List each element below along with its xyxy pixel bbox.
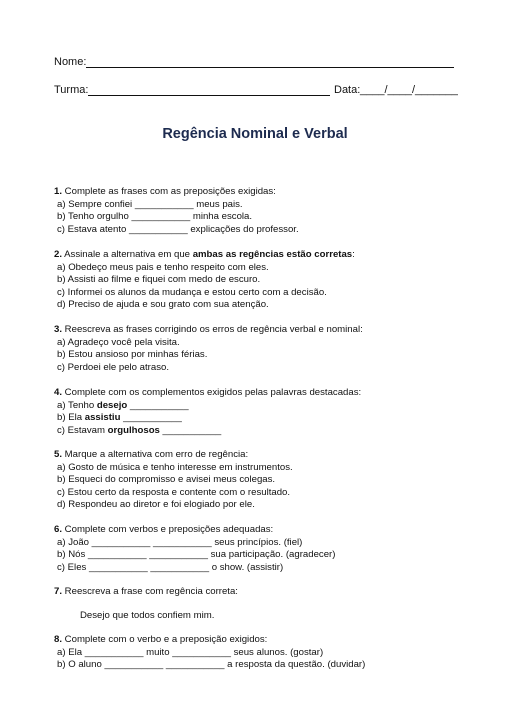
question-3-item-c: c) Perdoei ele pelo atraso. bbox=[57, 361, 169, 373]
question-7-sentence: Desejo que todos confiem mim. bbox=[80, 610, 215, 621]
page-title: Regência Nominal e Verbal bbox=[162, 126, 348, 142]
question-6-item-a: a) João ___________ ___________ seus princípios. (fiel) bbox=[57, 536, 303, 548]
turma-field-line[interactable] bbox=[88, 95, 330, 96]
question-5-option-d[interactable]: d) Respondeu ao diretor e foi elogiado por ele. bbox=[57, 499, 255, 511]
nome-field-line[interactable] bbox=[86, 67, 454, 68]
question-4-item-b: b) Ela assistiu ___________ bbox=[57, 412, 182, 424]
question-4 bbox=[54, 387, 361, 437]
question-2-prompt: 2. Assinale a alternativa em que ambas as regências estão corretas: bbox=[54, 249, 355, 260]
question-4-item-a: a) Tenho desejo ___________ bbox=[57, 399, 189, 411]
question-1 bbox=[54, 186, 299, 236]
question-1-item-a: a) Sempre confiei ___________ meus pais. bbox=[57, 198, 243, 210]
question-5-option-b[interactable]: b) Esqueci do compromisso e avisei meus colegas. bbox=[57, 474, 276, 486]
question-6-prompt: 6. Complete com verbos e preposições adequadas: bbox=[54, 524, 274, 535]
turma-label: Turma: bbox=[54, 84, 89, 96]
question-2-option-a[interactable]: a) Obedeço meus pais e tenho respeito com eles. bbox=[57, 261, 269, 273]
question-2 bbox=[54, 249, 355, 312]
question-4-prompt: 4. Complete com os complementos exigidos pelas palavras destacadas: bbox=[54, 387, 362, 398]
question-3 bbox=[54, 324, 363, 374]
question-2-option-b[interactable]: b) Assisti ao filme e fiquei com medo de escuro. bbox=[57, 274, 261, 286]
question-1-item-c: c) Estava atento ___________ explicações do professor. bbox=[57, 223, 299, 235]
question-3-item-a: a) Agradeço você pela visita. bbox=[57, 336, 180, 348]
question-1-item-b: b) Tenho orgulho ___________ minha escola. bbox=[57, 211, 253, 223]
question-5-option-a[interactable]: a) Gosto de música e tenho interesse em instrumentos. bbox=[57, 461, 293, 473]
question-6-item-b: b) Nós ___________ ___________ sua participação. (agradecer) bbox=[57, 549, 336, 561]
question-7-prompt: 7. Reescreva a frase com regência correta: bbox=[54, 586, 238, 597]
question-7 bbox=[54, 586, 238, 599]
question-2-option-c[interactable]: c) Informei os alunos da mudança e estou certo com a decisão. bbox=[57, 286, 327, 298]
question-3-prompt: 3. Reescreva as frases corrigindo os erros de regência verbal e nominal: bbox=[54, 324, 363, 335]
question-6 bbox=[54, 524, 335, 574]
question-8 bbox=[54, 634, 365, 672]
question-5-prompt: 5. Marque a alternativa com erro de regência: bbox=[54, 449, 249, 460]
question-8-item-a: a) Ela ___________ muito ___________ seus alunos. (gostar) bbox=[57, 646, 324, 658]
question-6-item-c: c) Eles ___________ ___________ o show. (assistir) bbox=[57, 561, 284, 573]
data-label: Data: bbox=[334, 84, 361, 96]
date-field-slots[interactable]: ____/____/_______ bbox=[360, 84, 458, 96]
question-8-prompt: 8. Complete com o verbo e a preposição exigidos: bbox=[54, 634, 268, 645]
question-1-prompt: 1. Complete as frases com as preposições exigidas: bbox=[54, 186, 276, 197]
question-3-item-b: b) Estou ansioso por minhas férias. bbox=[57, 349, 208, 361]
question-4-item-c: c) Estavam orgulhosos ___________ bbox=[57, 424, 222, 436]
nome-label: Nome: bbox=[54, 56, 87, 68]
question-8-item-b: b) O aluno ___________ ___________ a resposta da questão. (duvidar) bbox=[57, 659, 366, 671]
question-2-option-d[interactable]: d) Preciso de ajuda e sou grato com sua atenção. bbox=[57, 299, 269, 311]
question-5-option-c[interactable]: c) Estou certo da resposta e contente com o resultado. bbox=[57, 486, 291, 498]
question-5 bbox=[54, 449, 293, 512]
